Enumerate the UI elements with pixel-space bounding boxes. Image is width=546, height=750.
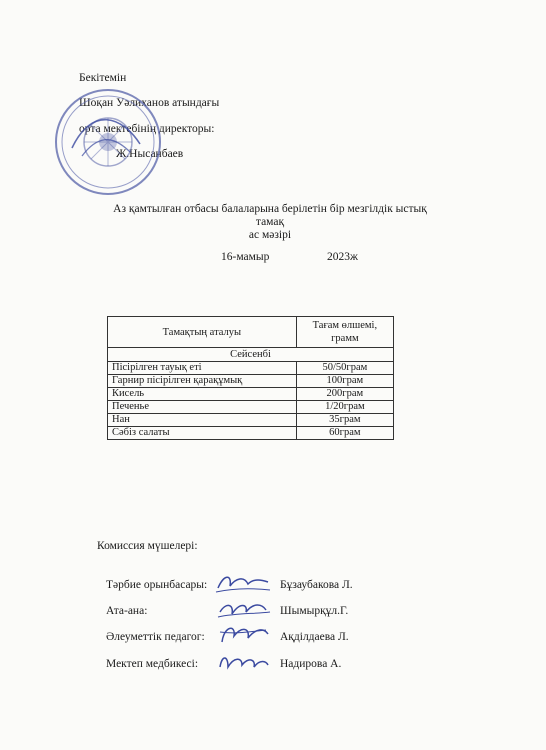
table-row bbox=[108, 414, 394, 427]
table-header-row bbox=[108, 317, 394, 348]
dish-name: Гарнир пісірілген қарақұмық bbox=[108, 375, 297, 388]
member-role: Әлеуметтік педагог: bbox=[106, 631, 205, 643]
table-row bbox=[108, 401, 394, 414]
commission-member-row bbox=[0, 604, 546, 624]
member-role: Тәрбие орынбасары: bbox=[106, 579, 208, 591]
day-of-week: Сейсенбі bbox=[108, 348, 394, 362]
table-row bbox=[108, 427, 394, 440]
table-day-row bbox=[108, 348, 394, 362]
header-weight-line-2: грамм bbox=[331, 333, 359, 344]
dish-weight: 35грам bbox=[296, 414, 393, 427]
member-role: Мектеп медбикесі: bbox=[106, 658, 199, 670]
dish-name: Пісірілген тауық еті bbox=[108, 362, 297, 375]
approval-director-name: Ж.Нысанбаев bbox=[116, 148, 184, 160]
dish-weight: 1/20грам bbox=[296, 401, 393, 414]
approval-position: орта мектебінің директоры: bbox=[79, 123, 215, 135]
commission-member-row bbox=[0, 657, 546, 677]
menu-table bbox=[107, 316, 394, 440]
member-name: Бұзаубакова Л. bbox=[280, 579, 353, 591]
dish-name: Кисель bbox=[108, 388, 297, 401]
menu-title bbox=[100, 203, 440, 242]
approval-school: Шоқан Уәлиханов атындағы bbox=[79, 97, 220, 109]
dish-name: Печенье bbox=[108, 401, 297, 414]
header-dish-name: Тамақтың аталуы bbox=[108, 317, 297, 348]
menu-date-year: 2023ж bbox=[327, 251, 358, 263]
handwritten-signature bbox=[214, 622, 272, 648]
handwritten-signature bbox=[214, 570, 272, 596]
dish-name: Нан bbox=[108, 414, 297, 427]
commission-heading: Комиссия мүшелері: bbox=[97, 540, 198, 552]
member-name: Надирова А. bbox=[280, 658, 342, 670]
header-weight-line-1: Тағам өлшемі, bbox=[312, 320, 378, 331]
commission-member-row bbox=[0, 578, 546, 598]
menu-title-line-1: Аз қамтылған отбасы балаларына берілетін бір мезгілдік ыстық тамақ bbox=[113, 203, 427, 228]
header-portion-weight bbox=[296, 317, 393, 348]
dish-weight: 200грам bbox=[296, 388, 393, 401]
menu-date-day: 16-мамыр bbox=[221, 251, 270, 263]
dish-weight: 100грам bbox=[296, 375, 393, 388]
dish-weight: 50/50грам bbox=[296, 362, 393, 375]
member-role: Ата-ана: bbox=[106, 605, 148, 617]
handwritten-signature bbox=[214, 596, 272, 622]
table-row bbox=[108, 375, 394, 388]
table-row bbox=[108, 388, 394, 401]
official-stamp bbox=[52, 86, 164, 198]
member-name: Ақділдаева Л. bbox=[280, 631, 349, 643]
dish-weight: 60грам bbox=[296, 427, 393, 440]
table-row bbox=[108, 362, 394, 375]
commission-member-row bbox=[0, 630, 546, 650]
member-name: Шымырқұл.Г. bbox=[280, 605, 349, 617]
menu-title-line-2: ас мәзірі bbox=[248, 229, 292, 241]
handwritten-signature bbox=[214, 649, 272, 675]
approval-heading: Бекітемін bbox=[79, 72, 127, 84]
dish-name: Сәбіз салаты bbox=[108, 427, 297, 440]
